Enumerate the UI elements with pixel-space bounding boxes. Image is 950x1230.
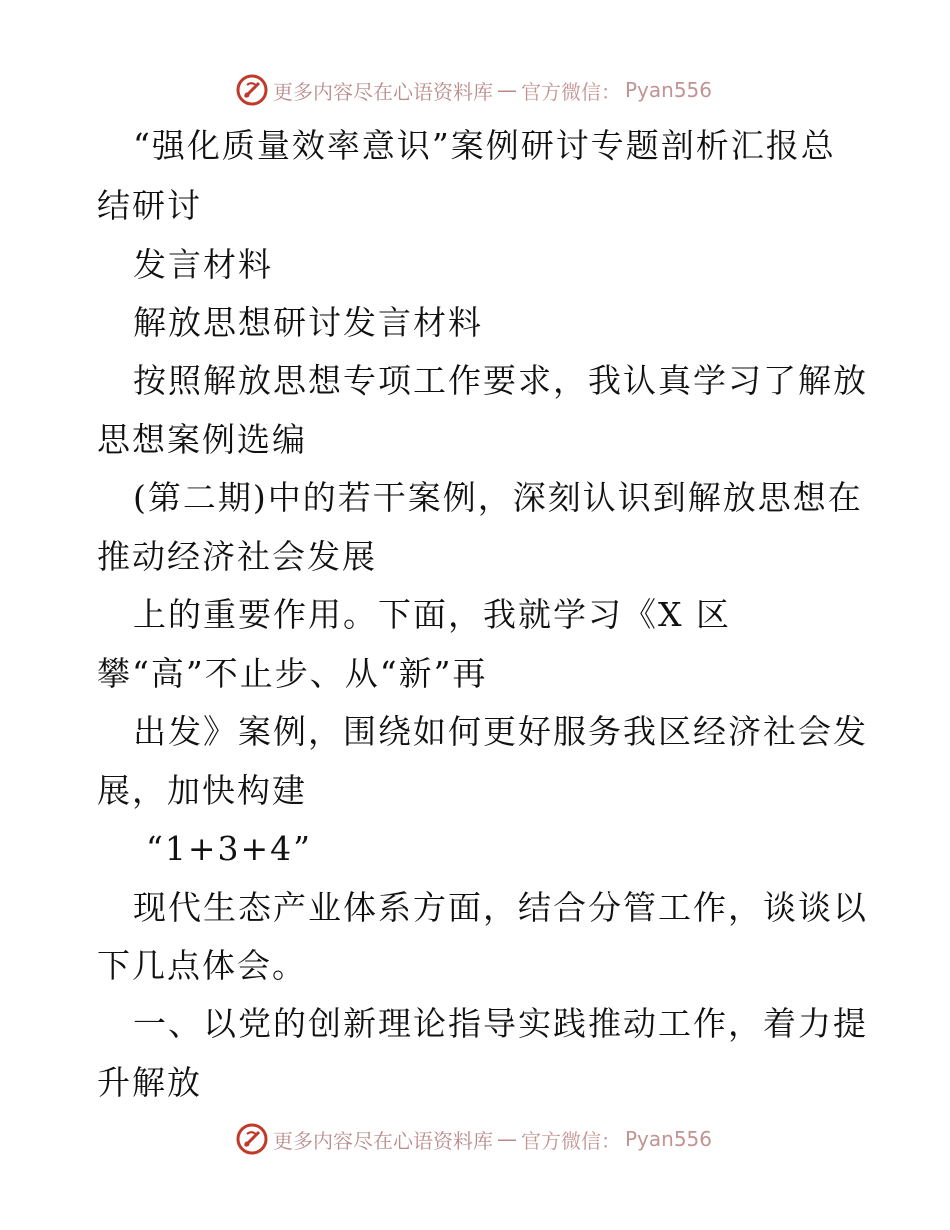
text-line: 按照解放思想专项工作要求，我认真学习了解放	[133, 361, 868, 400]
footer-watermark	[235, 1122, 712, 1156]
title-line-1: “强化质量效率意识”案例研讨专题剖析汇报总	[133, 126, 836, 165]
banner-wechat-id: Pyan556	[625, 1127, 713, 1151]
text-line: 解放思想研讨发言材料	[133, 303, 483, 342]
text-line: (第二期)中的若干案例，深刻认识到解放思想在	[133, 478, 863, 517]
header-watermark	[235, 73, 712, 107]
logo-icon	[235, 73, 269, 107]
text-line: 出发》案例，围绕如何更好服务我区经济社会发	[133, 712, 868, 751]
banner-main-text: 更多内容尽在心语资料库	[273, 79, 493, 104]
text-line: 升解放	[97, 1063, 202, 1102]
text-line: 展，加快构建	[97, 771, 307, 810]
logo-icon	[235, 1122, 269, 1156]
text-line: 上的重要作用。下面，我就学习《X 区	[133, 595, 731, 634]
text-line: 下几点体会。	[97, 946, 307, 985]
text-line: “1+3+4”	[146, 829, 313, 868]
banner-wechat-id: Pyan556	[625, 78, 713, 102]
banner-wechat-label: 官方微信：	[521, 1128, 621, 1153]
text-line: 现代生态产业体系方面，结合分管工作，谈谈以	[133, 888, 868, 927]
banner-wechat-label: 官方微信：	[521, 79, 621, 104]
text-line: 发言材料	[133, 245, 273, 284]
text-line: 思想案例选编	[97, 420, 307, 459]
banner-dash: —	[497, 1127, 517, 1151]
banner-main-text: 更多内容尽在心语资料库	[273, 1128, 493, 1153]
text-line: 推动经济社会发展	[97, 537, 377, 576]
banner-dash: —	[497, 78, 517, 102]
text-line: 攀“高”不止步、从“新”再	[97, 654, 488, 693]
text-line: 一、以党的创新理论指导实践推动工作，着力提	[133, 1004, 868, 1043]
title-line-2: 结研讨	[97, 186, 202, 225]
